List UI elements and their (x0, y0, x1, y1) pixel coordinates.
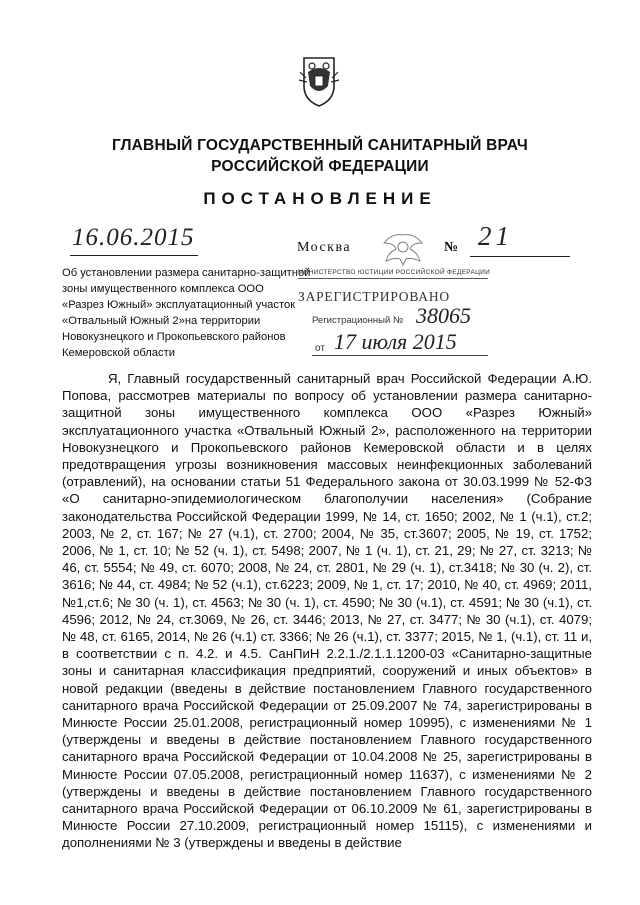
subject-line: зоны имущественного комплекса ООО (62, 283, 264, 295)
document-subject (62, 265, 312, 361)
number-label: № (444, 240, 459, 255)
issuer-title-line1: ГЛАВНЫЙ ГОСУДАРСТВЕННЫЙ САНИТАРНЫЙ ВРАЧ (111, 137, 528, 154)
issuer-title-line2: РОССИЙСКОЙ ФЕДЕРАЦИИ (211, 158, 429, 175)
number-underline (470, 256, 570, 257)
document-date: 16.06.2015 (72, 224, 195, 251)
stamp-from-date: 17 июля 2015 (334, 329, 457, 354)
document-number: 21 (478, 221, 513, 251)
body-paragraph: Я, Главный государственный санитарный врач Российской Федерации А.Ю. Попова, рассмотрев материалы по вопросу об установлении размера санитарно-защитной зоны имущественного комплекса ООО «Разрез Южный» эксплуатационного участка «Отвальный Южный 2», расположенного на территории Новокузнецкого и Прокопьевского районов Кемеровской области и в целях предотвращения угрозы возникновения массовых неинфекционных заболеваний (отравлений), на основании статьи 51 Федерального закона от 30.03.1999 № 52-ФЗ «О санитарно-эпидемиологическом благополучии населения» (Собрание законодательства Российской Федерации 1999, № 14, ст. 1650; 2002, № 1 (ч.1), ст.2; 2003, № 2, ст. 167; № 27 (ч.1), ст. 2700; 2004, № 35, ст.3607; 2005, № 19, ст. 1752; 2006, № 1, ст. 10; № 52 (ч. 1), ст. 5498; 2007, № 1 (ч. 1), ст. 21, 29; № 27, ст. 3213; № 46, ст. 5554; № 49, ст. 6070; 2008, № 24, ст. 2801, № 29 (ч. 1), ст.3418; № 30 (ч. 2), ст. 3616; № 44, ст. 4984; № 52 (ч.1), ст.6223; 2009, № 1, ст. 17; 2010, № 40, ст. 4969; 2011, №1,ст.6; № 30 (ч. 1), ст. 4563; № 30 (ч. 1), ст. 4590; № 30 (ч.1), ст. 4591; № 30 (ч.1), ст. 4596; 2012, № 24, ст.3069, № 26, ст. 3446; 2013, № 27, ст. 3477; № 30 (ч.1), ст. 4079; № 48, ст. 6165, 2014, № 26 (ч.1) ст. 3366; № 26 (ч.1), ст. 3377; 2015, № 1, (ч.1), ст. 11 и, в соответствии с п. 4.2. и 4.5. СанПиН 2.2.1./2.1.1.1200-03 «Санитарно-защитные зоны и санитарная классификация предприятий, сооружений и иных объектов» в новой редакции (введены в действие постановлением Главного государственного санитарного врача Российской Федерации от 25.09.2007 № 74, зарегистрированы в Минюсте России 25.01.2008, регистрационный номер 10995), с изменениями № 1 (утверждены и введены в действие постановлением Главного государственного санитарного врача Российской Федерации от 10.04.2008 № 25, зарегистрированы в Минюсте России 07.05.2008, регистрационный номер 11637), с изменениями № 2 (утверждены и введены в действие постановлением Главного государственного санитарного врача Российской Федерации от 06.10.2009 № 61, зарегистрированы в Минюсте России 27.10.2009, регистрационный номер 15115), с изменениями и дополнениями № 3 (утверждены и введены в действие (62, 371, 592, 851)
registration-stamp (298, 269, 491, 354)
subject-line: Об установлении размера санитарно-защитной (62, 267, 311, 279)
stamp-reg-number: 38065 (416, 303, 471, 328)
stamp-registered: ЗАРЕГИСТРИРОВАНО (298, 289, 450, 304)
city-label: Москва (297, 240, 352, 255)
subject-line: Кемеровской области (62, 347, 175, 359)
subject-line: Новокузнецкого и Прокопьевского районов (62, 331, 286, 343)
russian-coat-of-arms-icon (296, 52, 342, 108)
date-underline (70, 255, 198, 256)
stamp-ministry: МИНИСТЕРСТВО ЮСТИЦИИ РОССИЙСКОЙ ФЕДЕРАЦИИ (298, 269, 488, 279)
document-type: ПОСТАНОВЛЕНИЕ (203, 189, 437, 208)
subject-line: «Отвальный Южный 2»на территории (62, 315, 261, 327)
stamp-reg-label: Регистрационный № (312, 315, 404, 326)
subject-line: «Разрез Южный» эксплуатационный участок (62, 299, 296, 311)
eagle-seal-icon (378, 229, 428, 269)
document-body (62, 370, 592, 852)
stamp-underline (312, 355, 488, 356)
stamp-from-label: от (315, 343, 325, 354)
